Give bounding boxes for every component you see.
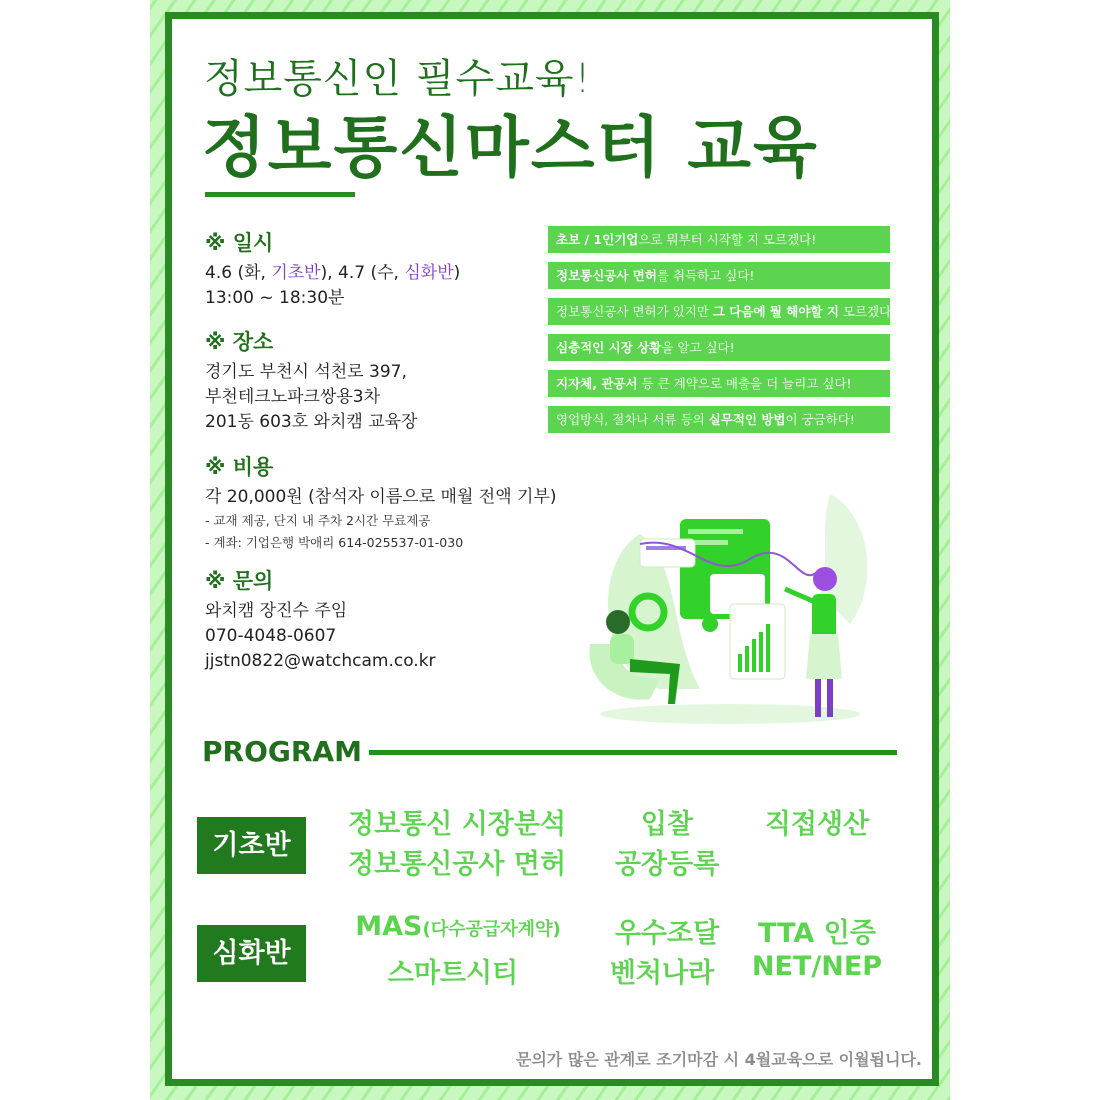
- course-item: NET/NEP: [751, 951, 883, 982]
- target-bar: [548, 226, 890, 253]
- target-bar-bold: 정보통신공사 면허: [556, 268, 657, 283]
- target-bar: [548, 406, 890, 433]
- person-head: [606, 610, 630, 634]
- course-item: 우수조달: [614, 918, 720, 949]
- course-item: 직접생산: [764, 809, 870, 840]
- schedule-date-text: ): [453, 263, 461, 283]
- target-bar-bold: 지자체, 관공서: [556, 376, 638, 391]
- target-bar: [548, 334, 890, 361]
- cost-account: - 계좌: 기업은행 박애리 614-025537-01-030: [205, 535, 464, 550]
- advanced-course-label: 심화반: [404, 263, 454, 283]
- course-item: 공장등록: [614, 849, 720, 880]
- place-line: 경기도 부천시 석천로 397,: [205, 362, 407, 382]
- target-bar-bold: 심층적인 시장 상황: [556, 340, 662, 355]
- target-bar-text: 정보통신공사 면허가 있지만: [556, 304, 713, 319]
- schedule-dates: [205, 261, 460, 286]
- person-leg: [815, 679, 821, 717]
- cost-amount: 각 20,000원 (참석자 이름으로 매월 전액 기부): [205, 487, 557, 507]
- check-icon: [702, 616, 718, 632]
- person-skirt: [806, 634, 842, 679]
- person-top: [812, 594, 836, 639]
- target-bar-text: 를 취득하고 싶다!: [656, 268, 755, 283]
- schedule-section: [205, 227, 460, 311]
- schedule-time: 13:00 ~ 18:30분: [205, 288, 345, 308]
- target-bar-text: 으로 뭐부터 시작할 지 모르겠다!: [638, 232, 817, 247]
- poster-subtitle: 정보통신인 필수교육!: [204, 56, 592, 102]
- person-hair: [813, 567, 837, 591]
- dashboard-line: [688, 529, 743, 534]
- cost-section: [205, 451, 557, 554]
- course-item: 입찰: [640, 809, 694, 840]
- program-divider: [369, 750, 897, 755]
- course-item-note: (다수공급자계약): [422, 919, 561, 940]
- target-bar-bold: 초보 / 1인기업: [556, 232, 639, 247]
- analytics-illustration: [580, 474, 890, 729]
- place-section: [205, 326, 417, 435]
- target-bar-text: 모르겠다!: [838, 304, 897, 319]
- place-line: 201동 603호 와치캠 교육장: [205, 412, 418, 432]
- place-line: 부천테크노파크쌍용3차: [205, 387, 381, 407]
- person-arm: [785, 589, 815, 602]
- target-bar: [548, 298, 897, 325]
- program-heading: PROGRAM: [202, 735, 362, 768]
- basic-course-label: 기초반: [271, 263, 321, 283]
- schedule-date-text: ), 4.7 (수,: [320, 263, 405, 283]
- target-bar-text: 영업방식, 절차나 서류 등의: [556, 412, 709, 427]
- place-heading: ※ 장소: [205, 330, 274, 354]
- course-item: [348, 911, 568, 942]
- basic-course-badge: 기초반: [197, 817, 306, 874]
- footer-notice: 문의가 많은 관계로 조기마감 시 4월교육으로 이월됩니다.: [515, 1050, 922, 1069]
- advanced-course-badge: 심화반: [197, 925, 306, 982]
- schedule-date-text: 4.6 (화,: [205, 263, 272, 283]
- contact-phone: 070-4048-0607: [205, 626, 337, 646]
- target-bar-text: 을 알고 싶다!: [661, 340, 735, 355]
- course-item: TTA 인증: [758, 918, 876, 949]
- target-bar-bold: 그 다음에 뭘 해야할 지: [712, 304, 839, 319]
- target-bar: [548, 370, 890, 397]
- person-leg: [827, 679, 833, 717]
- contact-person: 와치캠 장진수 주임: [205, 601, 348, 621]
- target-bar: [548, 262, 890, 289]
- poster-frame: [165, 12, 939, 1086]
- course-item: 정보통신 시장분석: [348, 809, 567, 840]
- poster-title: 정보통신마스터 교육: [202, 109, 819, 186]
- course-item-main: MAS: [355, 911, 423, 942]
- schedule-heading: ※ 일시: [205, 231, 274, 255]
- cost-note: - 교재 제공, 단지 내 주차 2시간 무료제공: [205, 513, 431, 528]
- target-bar-bold: 실무적인 방법: [708, 412, 786, 427]
- course-item: 스마트시티: [387, 958, 519, 989]
- contact-email: jjstn0822@watchcam.co.kr: [205, 651, 436, 671]
- contact-section: [205, 565, 436, 674]
- course-item: 벤처나라: [609, 958, 715, 989]
- title-underline: [205, 192, 355, 197]
- cost-heading: ※ 비용: [205, 455, 274, 479]
- course-item: 정보통신공사 면허: [348, 849, 567, 880]
- target-bar-text: 이 궁금하다!: [785, 412, 855, 427]
- contact-heading: ※ 문의: [205, 569, 274, 593]
- target-bar-text: 등 큰 계약으로 매출을 더 늘리고 싶다!: [637, 376, 852, 391]
